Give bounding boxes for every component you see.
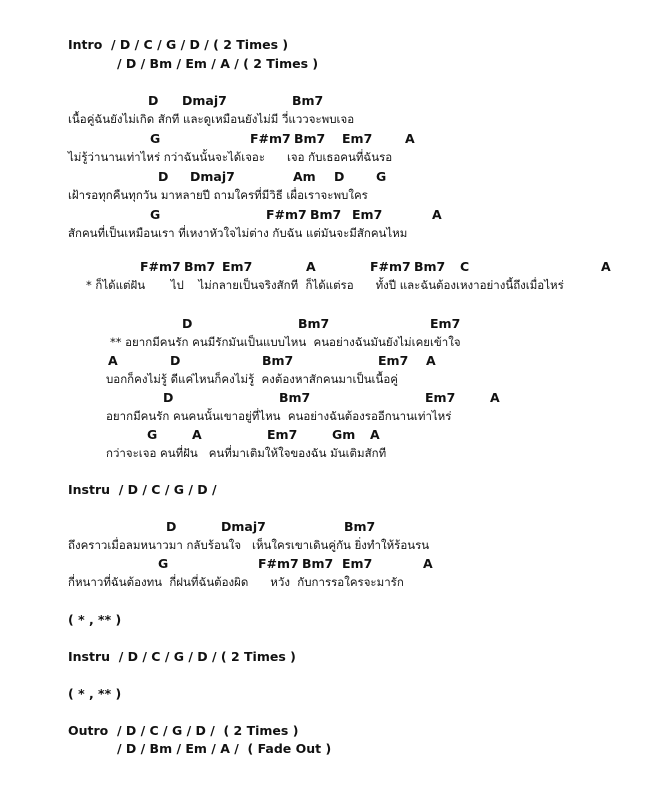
chord-label: A bbox=[426, 353, 436, 368]
chord-label: D bbox=[148, 93, 159, 108]
chord-label: C bbox=[460, 259, 470, 274]
chord-label: Em7 bbox=[222, 259, 253, 274]
intro-line-1: Intro / D / C / G / D / ( 2 Times ) bbox=[68, 37, 289, 52]
chord-label: Dmaj7 bbox=[221, 519, 266, 534]
chord-label: A bbox=[423, 556, 433, 571]
chord-label: F#m7 bbox=[258, 556, 299, 571]
lyric-line: * ก็ได้แต่ฝัน ไป ไม่กลายเป็นจริงสักที ก็ได้แต่รอ ทั้งปี และฉันต้องเหงาอย่างนี้ถึงเมื่อไหร่ bbox=[86, 278, 564, 292]
chord-label: Dmaj7 bbox=[190, 169, 235, 184]
chord-label: F#m7 bbox=[370, 259, 411, 274]
outro-line-1: Outro / D / C / G / D / ( 2 Times ) bbox=[68, 723, 299, 738]
lyric-line: เนื้อคู่ฉันยังไม่เกิด สักที และดูเหมือนยังไม่มี วี่แววจะพบเจอ bbox=[68, 112, 355, 126]
chord-label: F#m7 bbox=[140, 259, 181, 274]
lyric-line: ถึงคราวเมื่อลมหนาวมา กลับร้อนใจ เห็นใครเขาเดินคู่กัน ยิ่งทำให้ร้อนรน bbox=[68, 538, 430, 552]
chord-label: Em7 bbox=[267, 427, 298, 442]
chord-label: A bbox=[192, 427, 202, 442]
chord-label: F#m7 bbox=[250, 131, 291, 146]
chord-label: Em7 bbox=[378, 353, 409, 368]
chord-label: Em7 bbox=[342, 131, 373, 146]
chord-label: A bbox=[370, 427, 380, 442]
chord-label: G bbox=[376, 169, 387, 184]
chord-label: Bm7 bbox=[184, 259, 216, 274]
chord-label: Em7 bbox=[352, 207, 383, 222]
chord-label: G bbox=[147, 427, 158, 442]
repeat-marker-2: ( * , ** ) bbox=[68, 686, 122, 701]
chord-label: Am bbox=[293, 169, 316, 184]
chord-label: Bm7 bbox=[292, 93, 324, 108]
chord-label: D bbox=[170, 353, 181, 368]
chord-label: G bbox=[150, 131, 161, 146]
lyric-line: อยากมีคนรัก คนคนนั้นเขาอยู่ที่ไหน คนอย่างฉันต้องรออีกนานเท่าไหร่ bbox=[106, 409, 452, 423]
chord-label: D bbox=[334, 169, 345, 184]
chord-label: D bbox=[182, 316, 193, 331]
lyric-line: กี่หนาวที่ฉันต้องทน กี่ฝนที่ฉันต้องผิด หวัง กับการรอใครจะมารัก bbox=[68, 575, 404, 589]
repeat-marker-1: ( * , ** ) bbox=[68, 612, 122, 627]
lyric-line: ** อยากมีคนรัก คนมีรักมันเป็นแบบไหน คนอย่างฉันมันยังไม่เคยเข้าใจ bbox=[110, 335, 461, 349]
chord-label: Bm7 bbox=[279, 390, 311, 405]
chord-label: Bm7 bbox=[298, 316, 330, 331]
chord-label: Bm7 bbox=[294, 131, 326, 146]
lyric-line: ไม่รู้ว่านานเท่าไหร่ กว่าฉันนั้นจะได้เจอะ เจอ กับเธอคนที่ฉันรอ bbox=[68, 150, 393, 164]
chord-label: A bbox=[490, 390, 500, 405]
chord-label: D bbox=[163, 390, 174, 405]
chord-label: A bbox=[405, 131, 415, 146]
lyric-line: สักคนที่เป็นเหมือนเรา ที่เหงาหัวใจไม่ต่าง กับฉัน แต่มันจะมีสักคนไหม bbox=[68, 226, 408, 240]
chord-label: Bm7 bbox=[310, 207, 342, 222]
intro-line-2: / D / Bm / Em / A / ( 2 Times ) bbox=[117, 56, 319, 71]
chord-label: Em7 bbox=[425, 390, 456, 405]
instrumental-line-1: Instru / D / C / G / D / bbox=[68, 482, 217, 497]
chord-label: Em7 bbox=[430, 316, 461, 331]
chord-label: Gm bbox=[332, 427, 356, 442]
chord-label: Bm7 bbox=[414, 259, 446, 274]
chord-label: A bbox=[306, 259, 316, 274]
chord-label: D bbox=[166, 519, 177, 534]
chord-label: A bbox=[601, 259, 611, 274]
chord-label: Bm7 bbox=[344, 519, 376, 534]
instrumental-line-2: Instru / D / C / G / D / ( 2 Times ) bbox=[68, 649, 296, 664]
chord-label: Bm7 bbox=[262, 353, 294, 368]
lyric-line: บอกก็คงไม่รู้ ดีแค่ไหนก็คงไม่รู้ คงต้องหาสักคนมาเป็นเนื้อคู่ bbox=[106, 372, 398, 386]
chord-label: G bbox=[150, 207, 161, 222]
lyric-line: กว่าจะเจอ คนที่ฝัน คนที่มาเติมให้ใจของฉัน มันเติมสักที bbox=[106, 446, 387, 460]
lyric-line: เฝ้ารอทุกคืนทุกวัน มาหลายปี ถามใครที่มีวิธี เผื่อเราจะพบใคร bbox=[68, 188, 368, 202]
chord-label: G bbox=[158, 556, 169, 571]
chord-label: D bbox=[158, 169, 169, 184]
chord-label: F#m7 bbox=[266, 207, 307, 222]
chord-label: A bbox=[432, 207, 442, 222]
chord-label: A bbox=[108, 353, 118, 368]
chord-label: Em7 bbox=[342, 556, 373, 571]
chord-label: Dmaj7 bbox=[182, 93, 227, 108]
outro-line-2: / D / Bm / Em / A / ( Fade Out ) bbox=[117, 741, 332, 756]
chord-label: Bm7 bbox=[302, 556, 334, 571]
